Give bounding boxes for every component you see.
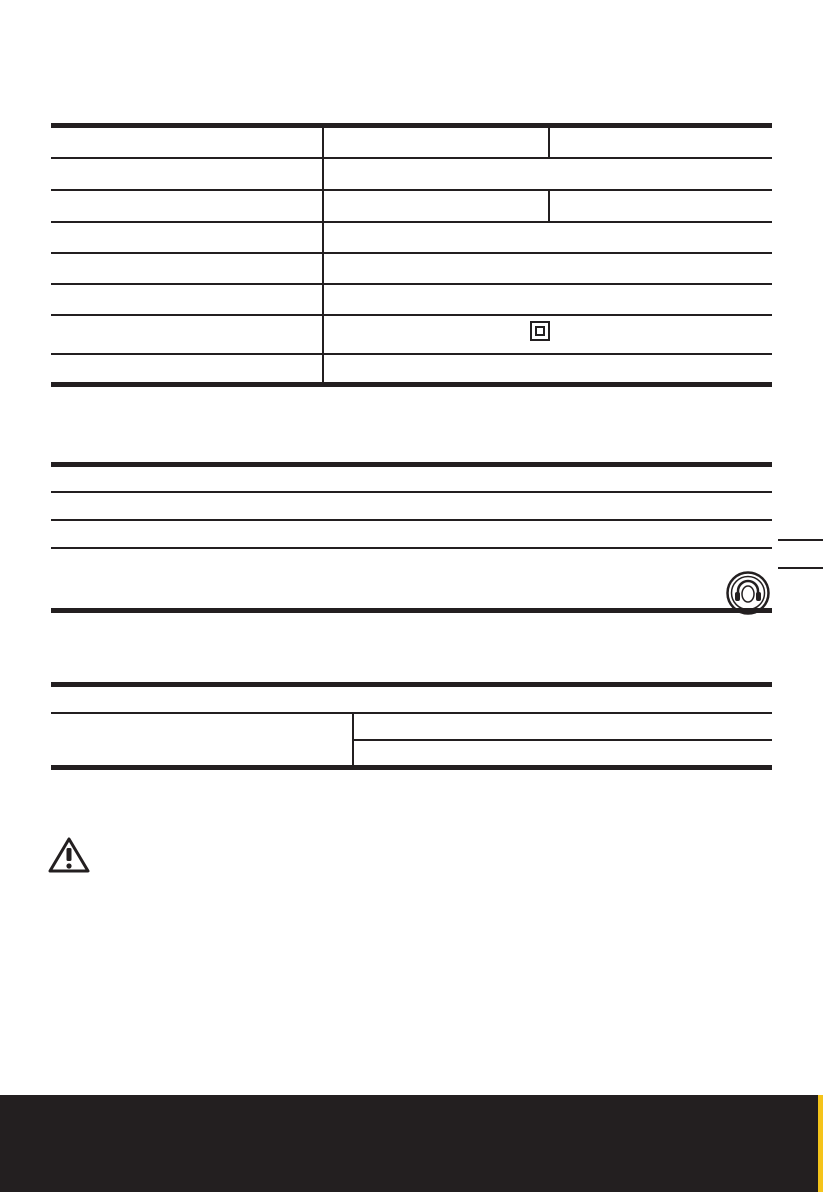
- row-divider: [51, 547, 772, 549]
- table-bottom-rule: [51, 608, 772, 613]
- column-divider: [352, 713, 354, 767]
- row-divider: [51, 221, 772, 223]
- table-top-rule: [51, 682, 772, 687]
- column-divider: [548, 128, 550, 158]
- column-divider: [322, 123, 324, 387]
- table-top-rule: [51, 123, 772, 128]
- row-divider: [51, 314, 772, 316]
- row-divider: [51, 283, 772, 285]
- double-insulation-icon: [530, 321, 550, 341]
- ear-protection-icon: [725, 570, 771, 616]
- footer-accent-edge: [818, 1095, 823, 1192]
- table-bottom-rule: [51, 382, 772, 387]
- row-divider: [51, 712, 772, 714]
- column-divider: [548, 190, 550, 222]
- row-divider: [51, 491, 772, 493]
- warning-triangle-icon: [47, 836, 91, 874]
- table-bottom-rule: [51, 765, 772, 770]
- row-divider: [51, 189, 772, 191]
- row-divider: [51, 252, 772, 254]
- row-divider: [51, 353, 772, 355]
- tab-marker-bottom: [778, 567, 823, 569]
- row-divider: [353, 739, 772, 741]
- footer-bar: [0, 1095, 818, 1192]
- row-divider: [51, 157, 772, 159]
- row-divider: [51, 519, 772, 521]
- tab-marker-top: [778, 539, 823, 541]
- table-top-rule: [51, 462, 772, 467]
